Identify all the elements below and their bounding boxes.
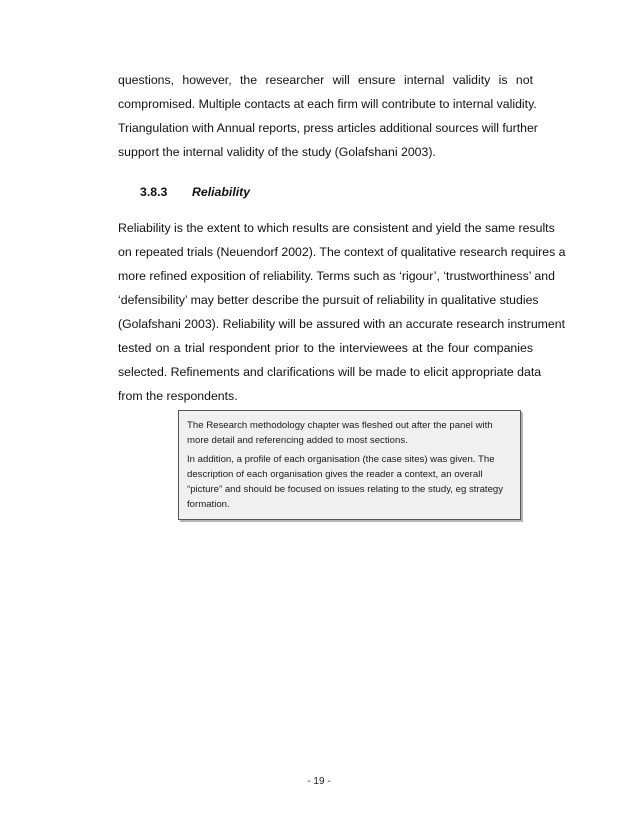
paragraph-line: selected. Refinements and clarifications will be made to elicit appropriate data (118, 365, 542, 379)
paragraph-line: questions, however, the researcher will ensure internal validity is not (118, 73, 533, 87)
paragraph-line: on repeated trials (Neuendorf 2002). The context of qualitative research requires a (118, 245, 566, 259)
paragraph-line: from the respondents. (118, 389, 238, 403)
paragraph-line: ‘defensibility’ may better describe the pursuit of reliability in qualitative studies (118, 293, 539, 307)
note-line: formation. (187, 499, 230, 510)
reliability-paragraph (118, 216, 566, 408)
paragraph-line: tested on a trial respondent prior to the interviewees at the four companies (118, 341, 533, 355)
internal-validity-paragraph (118, 68, 538, 164)
note-paragraph (187, 452, 510, 512)
note-paragraph (187, 418, 510, 448)
note-line: In addition, a profile of each organisation (the case sites) was given. The (187, 454, 495, 465)
note-line: “picture” and should be focused on issues relating to the study, eg strategy (187, 484, 504, 495)
section-heading (140, 185, 250, 199)
paragraph-line: (Golafshani 2003). Reliability will be assured with an accurate research instrument (118, 317, 565, 331)
reviewer-note-box (178, 410, 521, 520)
note-line: The Research methodology chapter was fleshed out after the panel with (187, 420, 493, 431)
page-number: - 19 - (307, 776, 331, 787)
paragraph-line: support the internal validity of the study (Golafshani 2003). (118, 145, 436, 159)
paragraph-line: Triangulation with Annual reports, press articles additional sources will further (118, 121, 538, 135)
section-number: 3.8.3 (140, 185, 168, 199)
note-line: description of each organisation gives the reader a context, an overall (187, 469, 483, 480)
paragraph-line: compromised. Multiple contacts at each firm will contribute to internal validity. (118, 97, 537, 111)
section-title: Reliability (192, 185, 251, 199)
paragraph-line: Reliability is the extent to which results are consistent and yield the same results (118, 221, 555, 235)
paragraph-line: more refined exposition of reliability. Terms such as ‘rigour’, ‘trustworthiness’ and (118, 269, 555, 283)
note-line: more detail and referencing added to most sections. (187, 435, 408, 446)
